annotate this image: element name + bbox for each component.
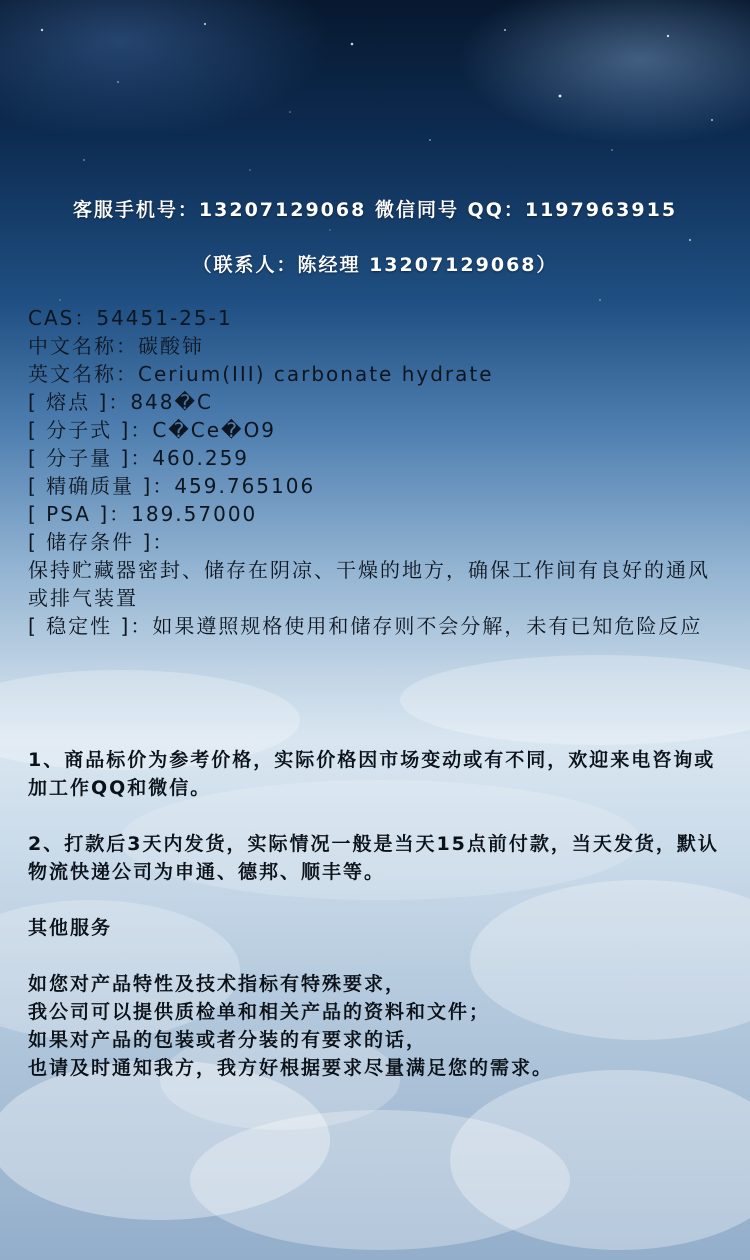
service-line-3: 如果对产品的包装或者分装的有要求的话，	[28, 1029, 428, 1051]
storage-conditions: 保持贮藏器密封、储存在阴凉、干燥的地方，确保工作间有良好的通风或排气装置	[28, 558, 710, 610]
exact-mass: [ 精确质量 ]：459.765106	[28, 474, 316, 498]
contact-person: （联系人：陈经理 13207129068）	[192, 254, 558, 276]
stability: [ 稳定性 ]：如果遵照规格使用和储存则不会分解，未有已知危险反应	[28, 614, 703, 638]
chinese-name: 中文名称：碳酸铈	[28, 334, 204, 358]
melting-point: [ 熔点 ]：848�C	[28, 390, 213, 414]
english-name: 英文名称：Cerium(III) carbonate hydrate	[28, 362, 494, 386]
cas-number: CAS：54451-25-1	[28, 306, 233, 330]
service-line-4: 也请及时通知我方，我方好根据要求尽量满足您的需求。	[28, 1057, 554, 1079]
service-line-2: 我公司可以提供质检单和相关产品的资料和文件；	[28, 1001, 491, 1023]
service-line-1: 如您对产品特性及技术指标有特殊要求，	[28, 973, 407, 995]
note-price: 1、商品标价为参考价格，实际价格因市场变动或有不同，欢迎来电咨询或加工作QQ和微信。	[28, 749, 716, 799]
note-shipping: 2、打款后3天内发货，实际情况一般是当天15点前付款，当天发货，默认物流快递公司为申通、德邦、顺丰等。	[28, 833, 719, 883]
molecular-weight: [ 分子量 ]：460.259	[28, 446, 250, 470]
psa-value: [ PSA ]：189.57000	[28, 502, 258, 526]
product-info	[28, 304, 728, 640]
storage-label: [ 储存条件 ]：	[28, 530, 175, 554]
purchase-notes	[28, 746, 728, 1082]
other-services-title: 其他服务	[28, 917, 113, 939]
customer-service-phone: 客服手机号：13207129068 微信同号 QQ：1197963915	[72, 199, 678, 221]
molecular-formula: [ 分子式 ]：C�Ce�O9	[28, 418, 277, 442]
